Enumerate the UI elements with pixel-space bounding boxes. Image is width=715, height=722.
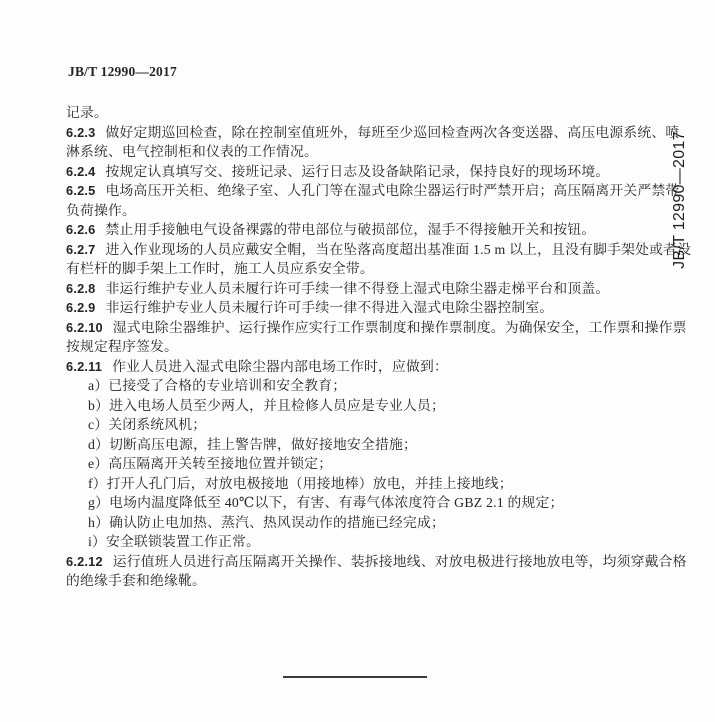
line-text: 湿式电除尘器维护、运行操作应实行工作票制度和操作票制度。为确保安全，工作票和操作票 xyxy=(112,319,687,335)
clause-number: 6.2.8 xyxy=(66,280,96,296)
list-item-line xyxy=(66,435,676,455)
clause-number: 6.2.9 xyxy=(66,300,96,315)
text-line xyxy=(66,201,676,221)
standard-number-side-label: JB/T 12990—2017 xyxy=(671,131,688,269)
clause-number: 6.2.3 xyxy=(66,124,96,140)
clause-number: 6.2.7 xyxy=(66,241,96,257)
line-text: d）切断高压电源，挂上警告牌，做好接地安全措施； xyxy=(88,436,418,452)
line-text: 的绝缘手套和绝缘靴。 xyxy=(66,573,206,588)
line-text: 电场高压开关柜、绝缘子室、人孔门等在湿式电除尘器运行时严禁开启；高压隔离开关严禁带 xyxy=(105,183,680,198)
clause-line xyxy=(66,181,680,201)
clause-number: 6.2.11 xyxy=(66,358,103,374)
text-line xyxy=(66,142,676,162)
line-text: a）已接受了合格的专业培训和安全教育； xyxy=(88,378,347,393)
line-text: f）打开人孔门后，对放电极接地（用接地棒）放电，并挂上接地线； xyxy=(88,475,513,491)
list-item-line xyxy=(66,376,676,396)
clause-number: 6.2.12 xyxy=(66,553,103,569)
text-line xyxy=(66,571,676,591)
line-text: 做好定期巡回检查，除在控制室值班外，每班至少巡回检查两次各变送器、高压电源系统、喷 xyxy=(105,124,680,140)
line-text: c）关闭系统风机； xyxy=(88,417,207,432)
line-text: 禁止用手接触电气设备裸露的带电部位与破损部位，湿手不得接触开关和按钮。 xyxy=(105,222,596,237)
list-item-line xyxy=(66,415,676,435)
line-text: 非运行维护专业人员未履行许可手续一律不得进入湿式电除尘器控制室。 xyxy=(105,300,554,315)
list-item-line xyxy=(66,532,676,552)
line-text: 记录。 xyxy=(66,105,108,120)
clause-line xyxy=(66,240,692,260)
line-text: 按规定程序签发。 xyxy=(66,339,178,354)
list-item-line xyxy=(66,396,676,416)
line-text: 按规定认真填写交、接班记录、运行日志及设备缺陷记录，保持良好的现场环境。 xyxy=(105,163,610,179)
line-text: 作业人员进入湿式电除尘器内部电场工作时，应做到： xyxy=(112,358,449,374)
list-item-line xyxy=(66,454,676,474)
line-text: i）安全联锁装置工作正常。 xyxy=(88,534,260,549)
list-item-line xyxy=(66,474,676,494)
clause-number: 6.2.6 xyxy=(66,222,96,237)
clause-line xyxy=(66,357,676,377)
line-text: g）电场内温度降低至 40℃以下，有害、有毒气体浓度符合 GBZ 2.1 的规定； xyxy=(88,495,564,510)
line-text: 非运行维护专业人员未履行许可手续一律不得登上湿式电除尘器走梯平台和顶盖。 xyxy=(105,280,610,296)
text-line xyxy=(66,259,676,279)
line-text: 淋系统、电气控制柜和仪表的工作情况。 xyxy=(66,144,318,159)
standard-number-header: JB/T 12990—2017 xyxy=(68,64,177,79)
list-item-line xyxy=(66,493,676,513)
clause-number: 6.2.4 xyxy=(66,163,96,179)
line-text: 进入作业现场的人员应戴安全帽，当在坠落高度超出基准面 1.5 m 以上，且没有脚手架处或者没 xyxy=(105,241,692,257)
clause-line xyxy=(66,298,676,318)
line-text: b）进入电场人员至少两人，并且检修人员应是专业人员； xyxy=(88,397,446,413)
clause-line xyxy=(66,162,676,182)
clause-line xyxy=(66,318,687,338)
line-text: h）确认防止电加热、蒸汽、热风误动作的措施已经完成； xyxy=(88,514,446,530)
line-text: 运行值班人员进行高压隔离开关操作、装拆接地线、对放电极进行接地放电等，均须穿戴合格 xyxy=(112,553,687,569)
clause-number: 6.2.10 xyxy=(66,319,103,335)
line-text: 负荷操作。 xyxy=(66,202,136,218)
footer-rule xyxy=(283,676,427,678)
list-item-line xyxy=(66,513,676,533)
clause-number: 6.2.5 xyxy=(66,183,96,198)
clause-line xyxy=(66,279,676,299)
clause-line xyxy=(66,123,680,143)
text-line xyxy=(66,337,676,357)
line-text: e）高压隔离开关转至接地位置并锁定； xyxy=(88,456,333,471)
clause-line xyxy=(66,552,687,572)
line-text: 有栏杆的脚手架上工作时，施工人员应系安全带。 xyxy=(66,261,374,276)
clause-line xyxy=(66,220,676,240)
text-line xyxy=(66,103,676,123)
